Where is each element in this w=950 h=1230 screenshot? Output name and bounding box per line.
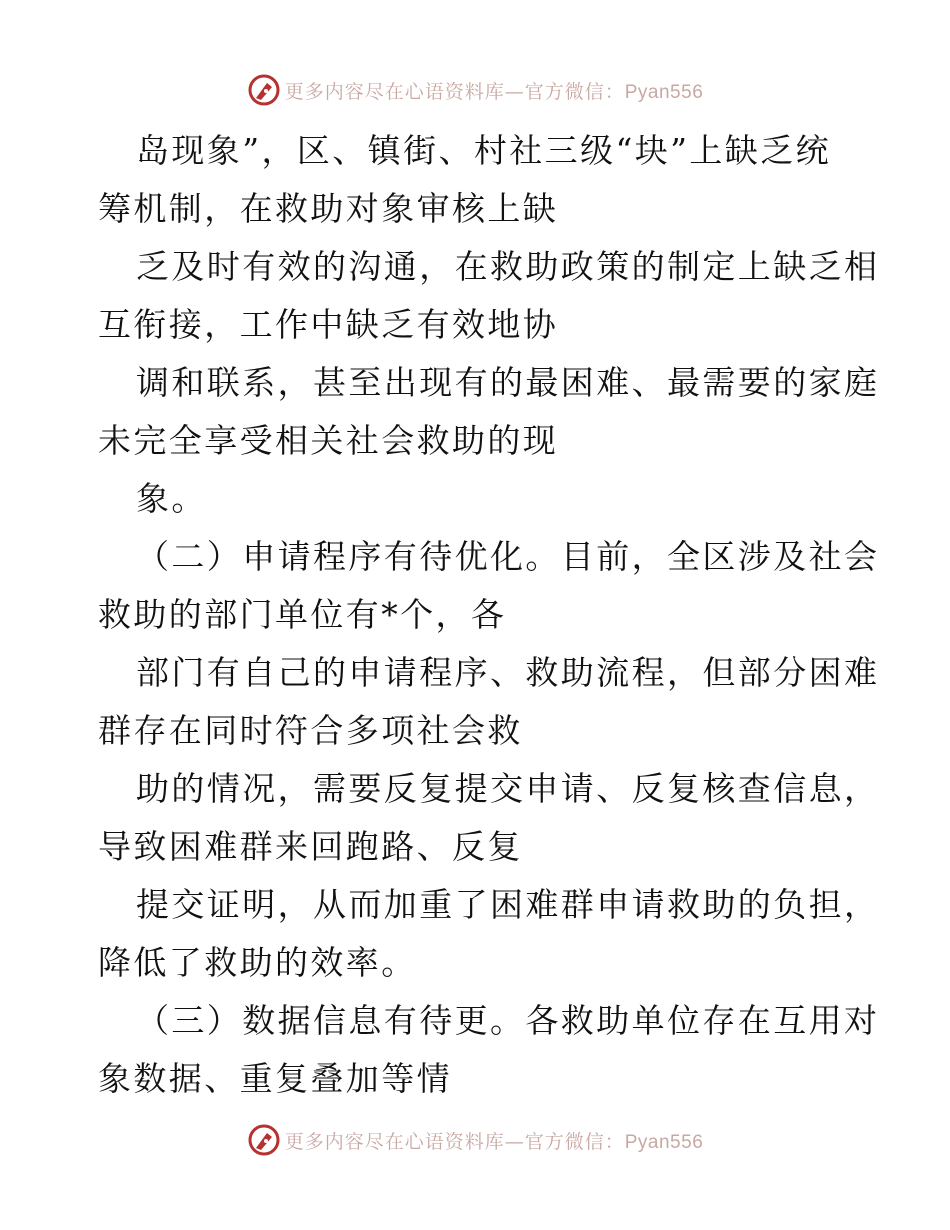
body-line: 提交证明，从而加重了困难群申请救助的负担，	[136, 885, 880, 924]
body-line: 助的情况，需要反复提交申请、反复核查信息，	[136, 769, 880, 808]
body-line: 互衔接，工作中缺乏有效地协	[98, 305, 559, 344]
body-line: 未完全享受相关社会救助的现	[98, 421, 559, 460]
body-line: 筹机制，在救助对象审核上缺	[98, 189, 559, 228]
body-line: 乏及时有效的沟通，在救助政策的制定上缺乏相	[136, 247, 880, 286]
pen-nib-circle-icon	[247, 73, 281, 107]
body-line: 调和联系，甚至出现有的最困难、最需要的家庭	[136, 363, 880, 402]
watermark-wechat-id: Pyan556	[624, 81, 704, 103]
body-line: 救助的部门单位有*个，各	[98, 595, 507, 634]
body-line: 象数据、重复叠加等情	[98, 1059, 452, 1098]
section-heading-line: （三）数据信息有待更。各救助单位存在互用对	[136, 1001, 880, 1040]
body-line: 降低了救助的效率。	[98, 943, 417, 982]
watermark-text	[285, 77, 704, 104]
pen-nib-circle-icon	[247, 1123, 281, 1157]
footer-watermark	[0, 1120, 950, 1160]
section-heading-line: （二）申请程序有待优化。目前，全区涉及社会	[136, 537, 880, 576]
body-line: 群存在同时符合多项社会救	[98, 711, 523, 750]
header-watermark	[0, 70, 950, 110]
watermark-cn-text: 更多内容尽在心语资料库—官方微信：	[284, 80, 625, 103]
body-line: 导致困难群来回跑路、反复	[98, 827, 523, 866]
body-line: 部门有自己的申请程序、救助流程，但部分困难	[136, 653, 880, 692]
document-body	[98, 122, 880, 1108]
watermark-wechat-id: Pyan556	[624, 1131, 704, 1153]
body-line: 象。	[136, 479, 207, 518]
body-line: 岛现象”，区、镇街、村社三级“块”上缺乏统	[136, 131, 832, 170]
watermark-cn-text: 更多内容尽在心语资料库—官方微信：	[284, 1130, 625, 1153]
watermark-text	[285, 1127, 704, 1154]
